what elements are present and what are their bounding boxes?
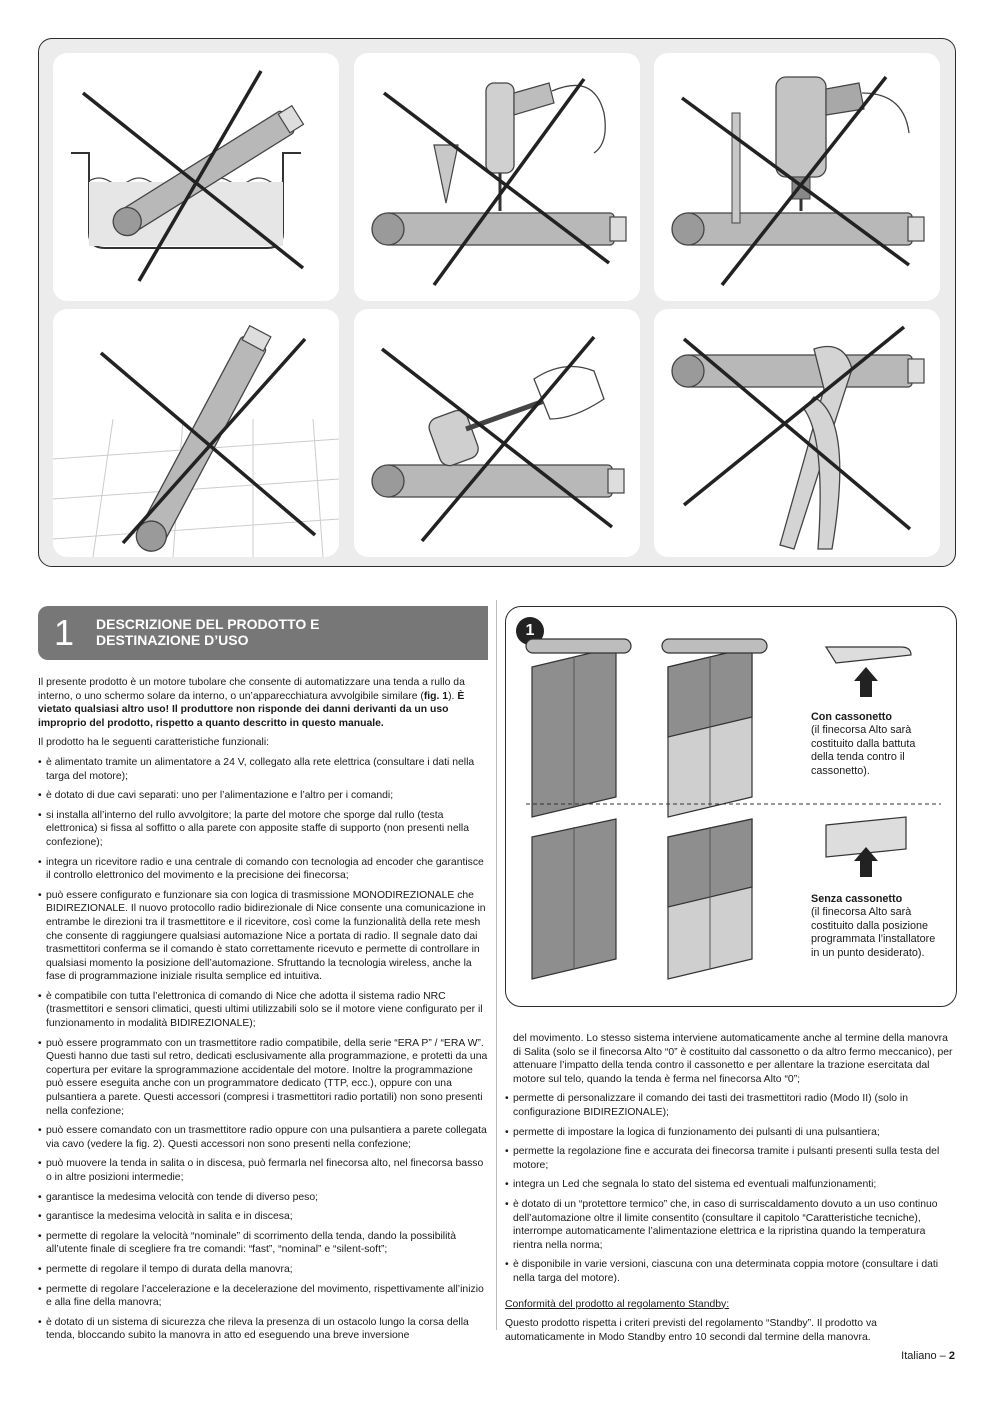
list-item: • integra un Led che segnala lo stato del sistema ed eventuali malfunzionamenti; <box>505 1178 955 1192</box>
list-item: • è alimentato tramite un alimentatore a 24 V, collegato alla rete elettrica (consultare i dati nella targa del motore); <box>38 756 488 783</box>
tile-no-water <box>53 53 339 301</box>
window-no-cassette-open <box>668 819 752 979</box>
column-divider <box>496 600 497 1330</box>
screwdriver-illustration <box>354 53 640 301</box>
motor-in-water-illustration <box>53 53 339 301</box>
list-item: • si installa all’interno del rullo avvolgitore; la parte del motore che sporge dal rullo (testa elettronica) si fissa al soffitto o alla parete con apposite staffe di supporto (non presenti nella confezione); <box>38 809 488 850</box>
list-item: • può essere programmato con un trasmettitore radio compatibile, della serie “ERA P” / “ERA W”. Questi hanno due tasti sul retro, dedicati esclusivamente alla programmazione, e protetti da una copertura per evitare la sprogrammazione accidentale del motore. Inoltre la programmazione può essere eseguita anche con un programmatore dedicato (TTP, ecc.), oppure con una pulsantiera a parete. Questi accessori (compresi i trasmettitori radio portatili) non sono presenti nella confezione; <box>38 1037 488 1119</box>
list-item: • è dotato di un sistema di sicurezza che rileva la presenza di un ostacolo lungo la corsa della tenda, bloccando subito la manovra in atto ed eseguendo una breve inversione <box>38 1316 488 1343</box>
caption-without-cassette: Senza cassonetto (il finecorsa Alto sarà costituito dalla posizione programmata l’installatore in un punto desiderato). <box>811 893 936 959</box>
dropped-motor-illustration <box>53 309 339 557</box>
tile-no-drill <box>654 53 940 301</box>
page-footer: Italiano – 2 <box>901 1350 955 1362</box>
section-header <box>38 606 488 660</box>
list-item: • garantisce la medesima velocità con tende di diverso peso; <box>38 1191 488 1205</box>
section-title: DESCRIZIONE DEL PRODOTTO E DESTINAZIONE D’USO <box>96 616 320 648</box>
page-number: 2 <box>948 1350 955 1362</box>
figure-1 <box>505 606 957 1007</box>
list-item: • garantisce la medesima velocità in salita e in discesa; <box>38 1210 488 1224</box>
list-item: • è disponibile in varie versioni, ciascuna con una determinata coppia motore (consultare i dati nella targa del motore). <box>505 1258 955 1285</box>
tile-no-pliers <box>654 309 940 557</box>
list-item: • permette di personalizzare il comando dei tasti dei trasmettitori radio (Modo II) (solo in configurazione BIDIREZIONALE); <box>505 1092 955 1119</box>
no-cassette-detail <box>826 817 906 877</box>
continuation-text: del movimento. Lo stesso sistema interviene automaticamente anche al termine della manovra di Salita (solo se il finecorsa Alto “0” è costituito dal cassonetto o da altro fermo meccanico), per attenuare l’impatto della tenda contro il cassonetto e per allentare la trazione esercitata dal motore sul telo, quando la tenda è ferma nel finecorsa Alto “0”; <box>513 1033 953 1085</box>
window-no-cassette-closed <box>532 819 616 979</box>
tile-no-hammer <box>354 309 640 557</box>
list-item: • integra un ricevitore radio e una centrale di comando con tecnologia ad encoder che garantisce il controllo elettronico del movimento e la precisione dei finecorsa; <box>38 856 488 883</box>
list-item: • può essere configurato e funzionare sia con logica di trasmissione MONODIREZIONALE che BIDIREZIONALE. Il nuovo protocollo radio bidirezionale di Nice consente una comunicazione in entrambe le direzioni tra il trasmettitore e il ricevitore, così come la funzionalità della rete mesh che consente di raggiungere qualsiasi automazione Nice a portata di radio. Il segnale dato dai trasmettitori conferma se il comando è stato correttamente ricevuto e permette di controllare in qualsiasi momento la posizione dell’automazione. Sfruttando la tecnologia wireless, anche la fase di programmazione iniziale risulta semplice ed intuitiva. <box>38 889 488 984</box>
figure-badge: 1 <box>516 617 544 645</box>
standby-heading: Conformità del prodotto al regolamento Standby: <box>505 1298 730 1310</box>
cassette-detail <box>826 647 911 697</box>
list-item: • permette di regolare il tempo di durata della manovra; <box>38 1263 488 1277</box>
features-list-left <box>38 756 488 1343</box>
list-item: • permette di regolare l’accelerazione e la decelerazione del movimento, rispettivamente all’inizio e alla fine della manovra; <box>38 1283 488 1310</box>
drill-illustration <box>654 53 940 301</box>
list-item: • può muovere la tenda in salita o in discesa, può fermarla nel finecorsa alto, nel finecorsa basso o in altre posizioni intermedie; <box>38 1157 488 1184</box>
right-column <box>505 1032 955 1350</box>
window-cassette-open <box>662 639 767 817</box>
standby-text: Questo prodotto rispetta i criteri previsti del regolamento “Standby”. Il prodotto va automaticamente in Modo Standby entro 10 secondi dal termine della manovra. <box>505 1318 877 1343</box>
warning-illustrations-panel <box>38 38 956 567</box>
section-number: 1 <box>54 612 75 653</box>
list-item: • è compatibile con tutta l’elettronica di comando di Nice che adotta il sistema radio NRC (trasmettitori e sensori climatici, questi ultimi utilizzabili solo se il motore viene configurato per il funzionamento in modalità BIDIREZIONALE); <box>38 990 488 1031</box>
list-item: • può essere comandato con un trasmettitore radio oppure con una pulsantiera a parete collegata via cavo (vedere la fig. 2). Questi accessori non sono presenti nella confezione; <box>38 1124 488 1151</box>
list-item: • permette di regolare la velocità “nominale” di scorrimento della tenda, dando la possibilità all’utente finale di scegliere fra tre comandi: “fast”, “nominal” e “silent-soft”; <box>38 1230 488 1257</box>
list-item: • permette di impostare la logica di funzionamento dei pulsanti di una pulsantiera; <box>505 1126 955 1140</box>
caption-with-cassette: Con cassonetto (il finecorsa Alto sarà costituito dalla battuta della tenda contro il cassonetto). <box>811 711 916 777</box>
left-column <box>38 676 488 1349</box>
list-item: • è dotato di due cavi separati: uno per l’alimentazione e l’altro per i comandi; <box>38 789 488 803</box>
list-item: • permette la regolazione fine e accurata dei finecorsa tramite i pulsanti presenti sulla testa del motore; <box>505 1145 955 1172</box>
pliers-illustration <box>654 309 940 557</box>
tile-no-screw <box>354 53 640 301</box>
intro-paragraph: Il presente prodotto è un motore tubolare che consente di automatizzare una tenda a rullo da interno, o uno schermo solare da interno, o un’apparecchiatura avvolgibile similare (fig. 1). È vietato qualsiasi altro uso! Il produttore non risponde dei danni derivanti da un uso improprio del prodotto, rispetto a quanto descritto in questo manuale. <box>38 677 465 729</box>
features-list-right <box>505 1092 955 1285</box>
tile-no-drop <box>53 309 339 557</box>
features-intro: Il prodotto ha le seguenti caratteristiche funzionali: <box>38 737 270 749</box>
hammer-illustration <box>354 309 640 557</box>
list-item: • è dotato di un “protettore termico” che, in caso di surriscaldamento dovuto a un uso continuo dell’automazione oltre il limite consentito (consultare il capitolo “Caratteristiche tecniche), interrompe automaticamente l’alimentazione elettrica e la ripristina quando la temperatura rientra nella norma; <box>505 1198 955 1252</box>
window-cassette-closed <box>526 639 631 817</box>
